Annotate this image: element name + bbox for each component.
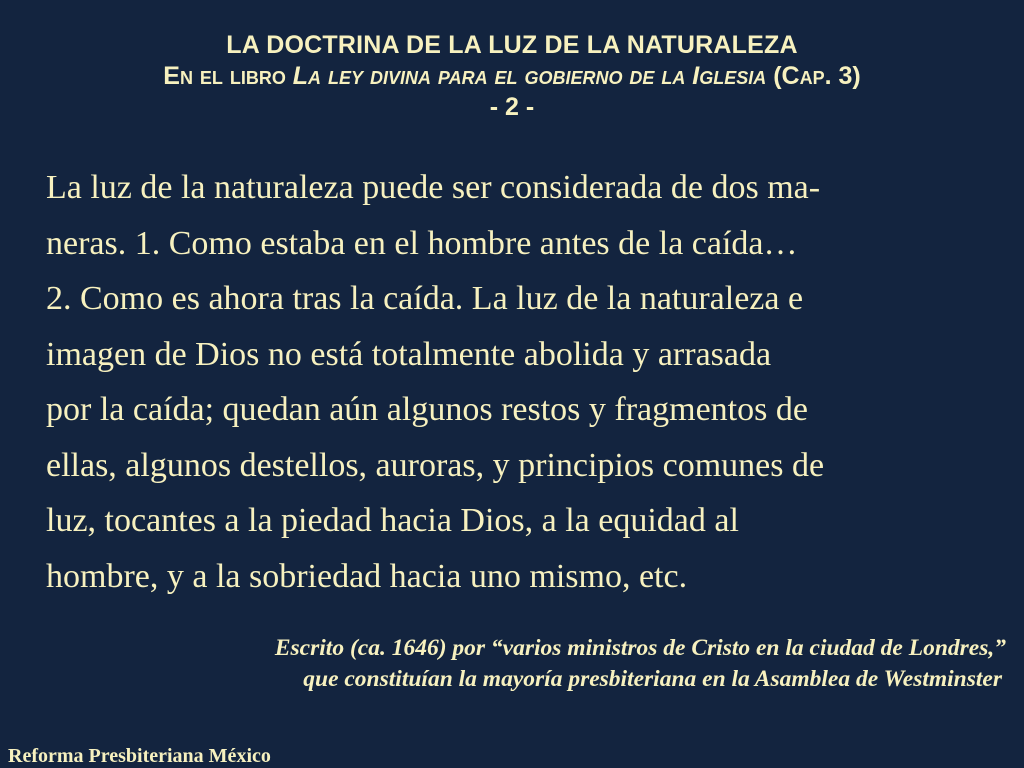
body-line: 2. Como es ahora tras la caída. La luz de la naturaleza e [46, 280, 804, 317]
body-line: ellas, algunos destellos, auroras, y principios comunes de [46, 446, 825, 484]
body-line: imagen de Dios no está totalmente abolida y arrasada [46, 335, 772, 373]
body-line: La luz de la naturaleza puede ser considerada de dos ma- [46, 169, 821, 206]
footer-label: Reforma Presbiteriana México [8, 745, 271, 767]
attribution [26, 633, 1006, 695]
slide-subtitle [0, 61, 1024, 92]
body-line: luz, tocantes a la piedad hacia Dios, a la equidad al [46, 502, 739, 539]
subtitle-chapter: (Cap. 3) [766, 62, 861, 90]
attribution-line-1: Escrito (ca. 1646) por “varios ministros de Cristo en la ciudad de Londres,” [274, 635, 1006, 661]
body-line: hombre, y a la sobriedad hacia uno mismo, etc. [46, 557, 688, 595]
subtitle-book-title: La ley divina para el gobierno de la Iglesia [292, 62, 767, 90]
body-line: neras. 1. Como estaba en el hombre antes de la caída… [46, 224, 798, 262]
slide-header [0, 30, 1024, 122]
part-number: - 2 - [489, 93, 535, 121]
attribution-line-2: que constituían la mayoría presbiteriana en la Asamblea de Westminster [303, 666, 1002, 692]
body-line: por la caída; quedan aún algunos restos y fragmentos de [46, 391, 808, 428]
slide-title: LA DOCTRINA DE LA LUZ DE LA NATURALEZA [226, 31, 798, 59]
quote-body [46, 160, 986, 604]
subtitle-prefix: En el libro [163, 62, 293, 90]
